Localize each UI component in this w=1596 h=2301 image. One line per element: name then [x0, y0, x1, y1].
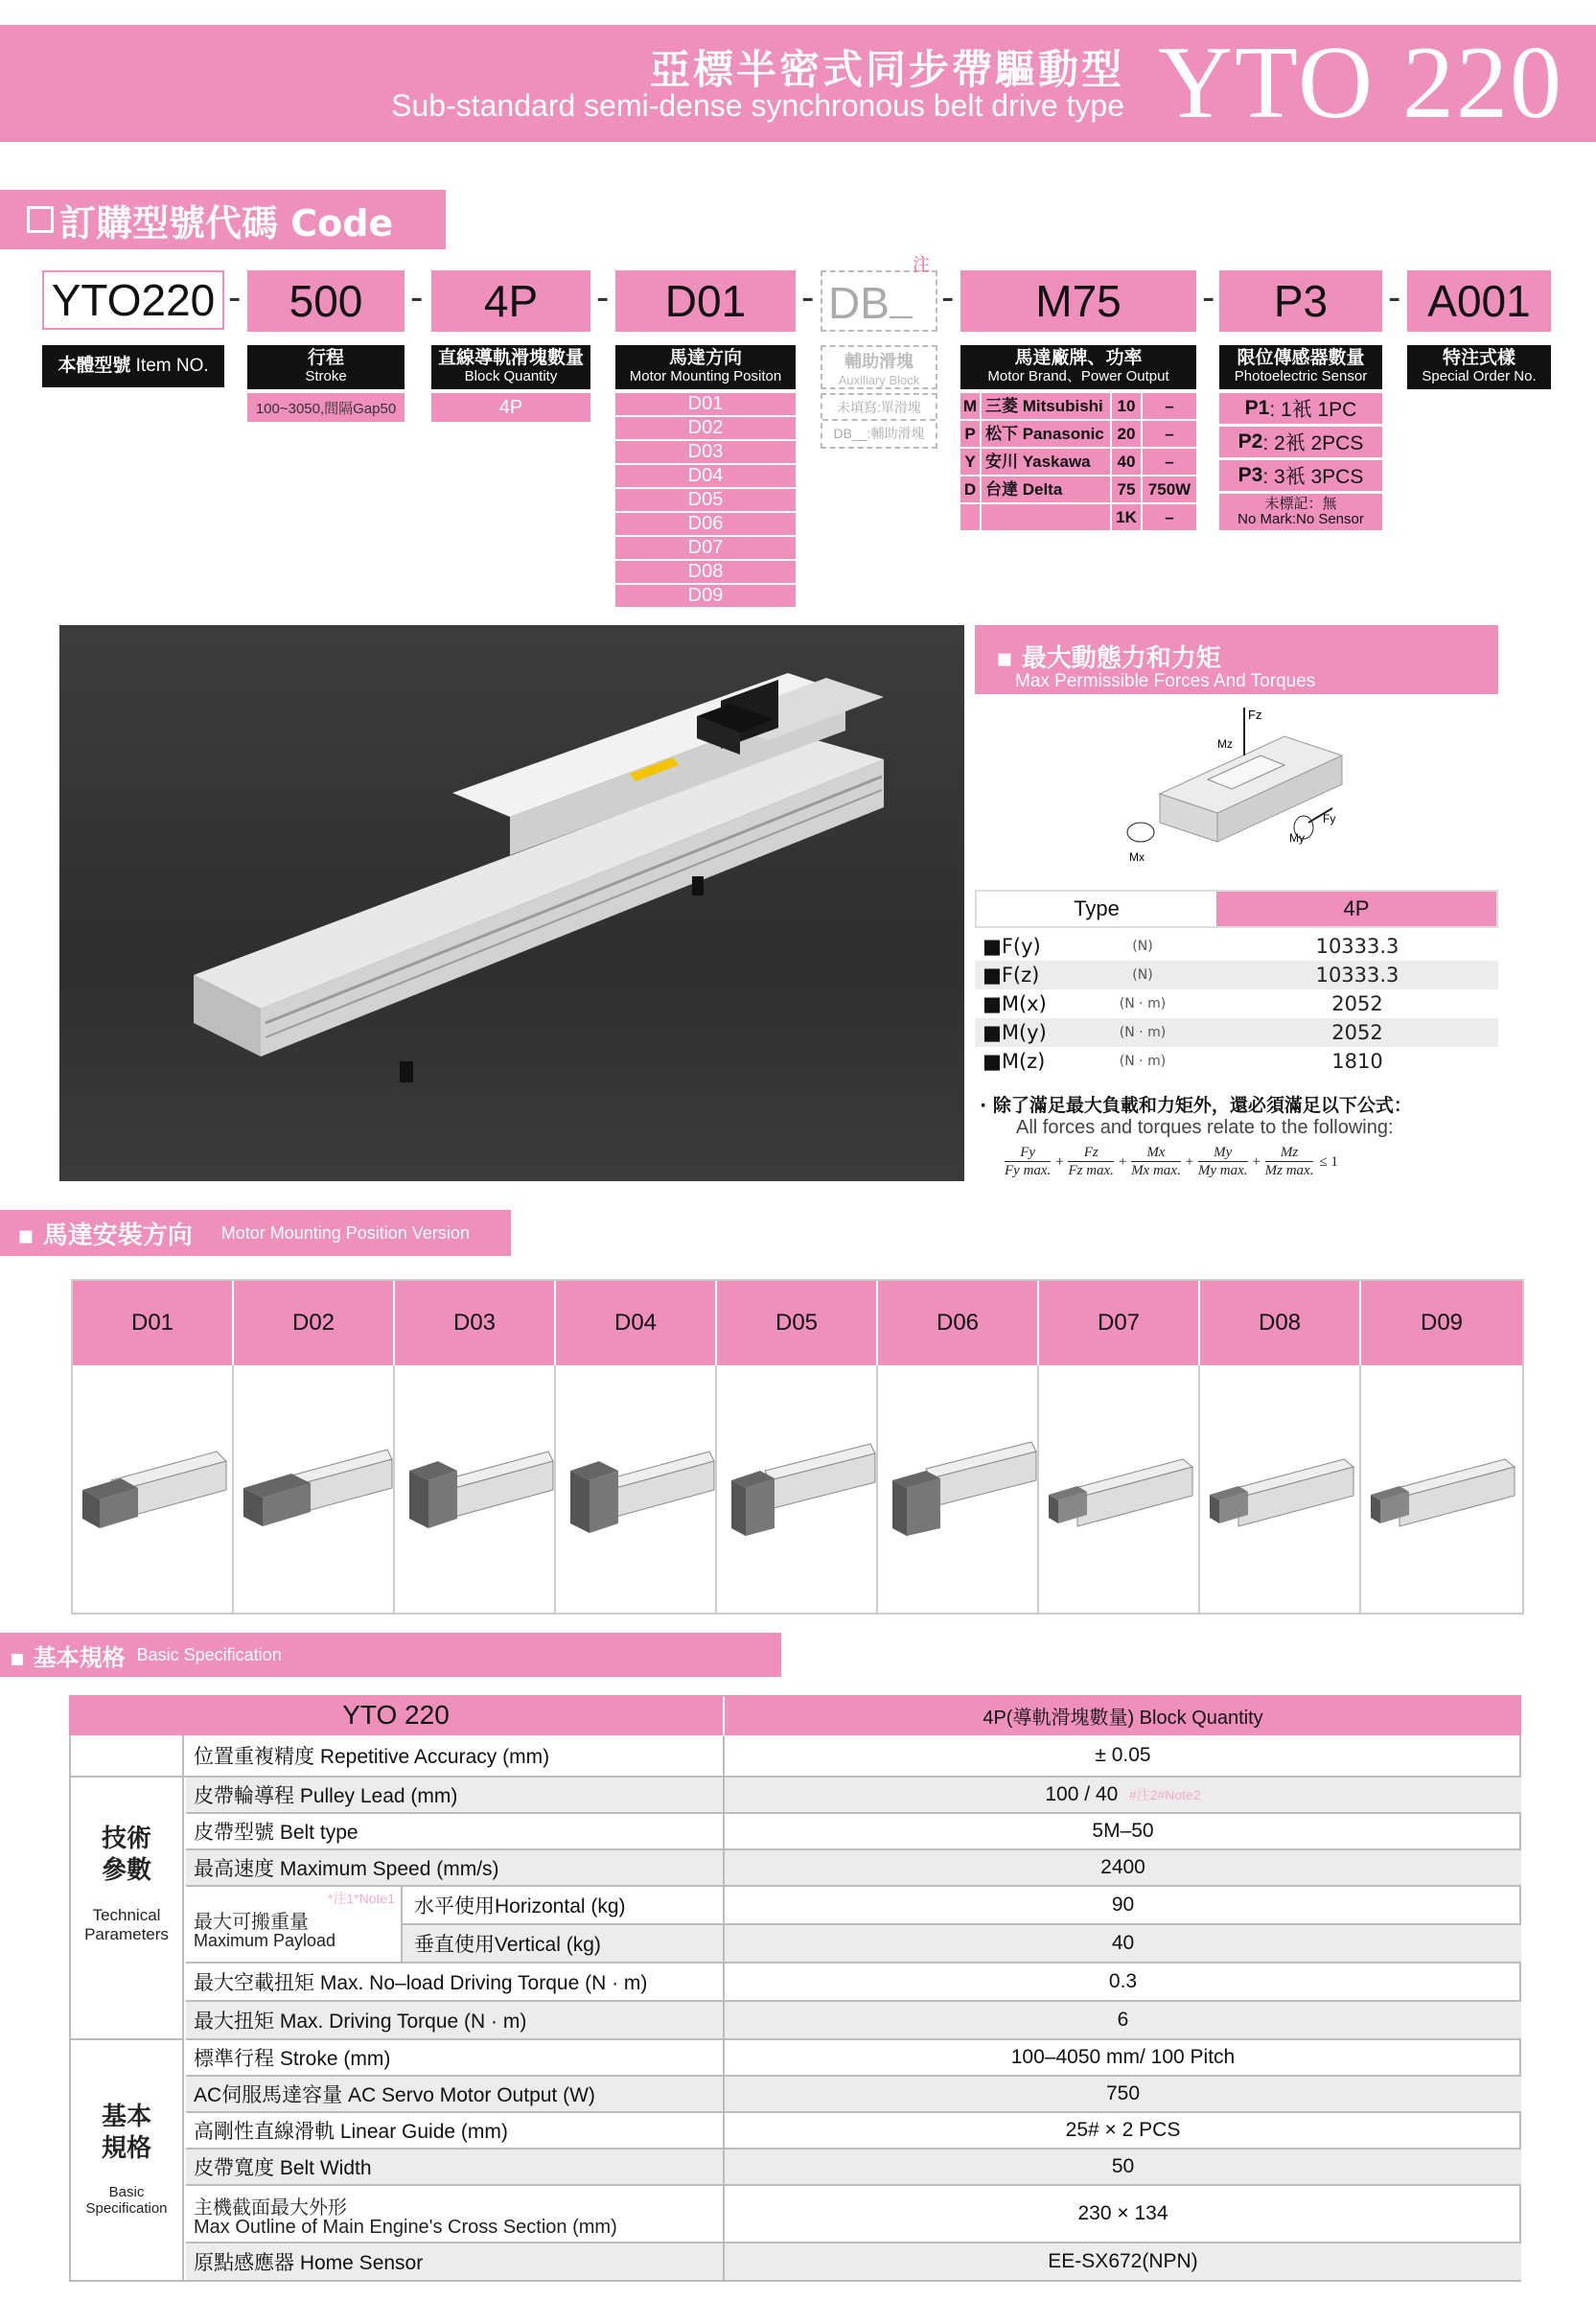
mount-image — [234, 1365, 395, 1613]
spec-group-basic: 基本規格 Basic Specification — [69, 2040, 184, 2282]
motor-dir-option: D08 — [615, 561, 796, 583]
label-special: 特注式樣 Special Order No. — [1407, 345, 1551, 389]
forces-row: ■F(z) (N) 10333.3 — [975, 961, 1498, 989]
mount-label: D04 — [556, 1281, 717, 1365]
forces-note-cn: · 除了滿足最大負載和力矩外，還必須滿足以下公式： — [980, 1095, 1412, 1116]
mount-label: D08 — [1200, 1281, 1361, 1365]
motor-dir-option: D04 — [615, 465, 796, 487]
motor-dir-option: D02 — [615, 417, 796, 439]
forces-table-header: Type 4P — [975, 890, 1498, 928]
svg-text:Mz: Mz — [1217, 737, 1233, 751]
mount-label: D05 — [717, 1281, 878, 1365]
code-part-aux: DB 注 — [821, 270, 937, 332]
header-title-cn: 亞標半密式同步帶驅動型 — [649, 46, 1124, 93]
motor-brand-row: Y 安川 Yaskawa 40 – — [960, 449, 1196, 475]
code-part-motor: M75 — [960, 270, 1196, 332]
svg-text:Mx: Mx — [1129, 850, 1145, 864]
dash-separator: - — [801, 276, 815, 318]
mount-label: D02 — [234, 1281, 395, 1365]
forces-row: ■M(y) (N · m) 2052 — [975, 1018, 1498, 1047]
mount-label: D09 — [1361, 1281, 1522, 1365]
product-photo — [59, 625, 964, 1181]
forces-row: ■M(z) (N · m) 1810 — [983, 1050, 1383, 1073]
motor-dir-option: D07 — [615, 537, 796, 559]
header-title-en: Sub-standard semi-dense synchronous belt drive type — [391, 88, 1124, 123]
label-aux: 輔助滑塊 Auxiliary Block — [821, 345, 937, 389]
sensor-none: 未標記：無 No Mark:No Sensor — [1219, 494, 1382, 530]
motor-brand-row: M 三菱 Mitsubishi 10 – — [960, 393, 1196, 419]
code-part-sensor: P3 — [1219, 270, 1382, 332]
spec-row: AC伺服馬達容量 AC Servo Motor Output (W) 750 — [186, 2077, 1521, 2113]
motor-dir-option: D06 — [615, 513, 796, 535]
spec-header: ▪ 基本規格 Basic Specification — [0, 1633, 781, 1677]
spec-row: 皮帶輪導程 Pulley Lead (mm) 100 / 40 #注2#Note2 — [186, 1778, 1521, 1814]
mount-image — [395, 1365, 556, 1613]
sensor-options — [1219, 393, 1382, 530]
mount-image — [878, 1365, 1039, 1613]
forces-row: ■M(x) (N · m) 2052 — [983, 992, 1383, 1015]
spec-row: 原點感應器 Home Sensor EE-SX672(NPN) — [186, 2243, 1521, 2280]
forces-formula: Fy Fy max. + Fz Fz max. + Mx Mx max. + My My max. + Mz Mz max. ≤ 1 — [1005, 1145, 1338, 1178]
dash-separator: - — [228, 276, 242, 318]
code-part-block: 4P — [431, 270, 590, 332]
sensor-option: P3 : 3衹 3PCS — [1219, 460, 1382, 491]
block-option: 4P — [431, 393, 590, 422]
dash-separator: - — [941, 276, 955, 318]
spec-row: 皮帶寬度 Belt Width 50 — [186, 2150, 1521, 2186]
motor-dir-option: D05 — [615, 489, 796, 511]
label-block: 直線導軌滑塊數量 Block Quantity — [431, 345, 590, 389]
forces-row: ■F(y) (N) 10333.3 — [983, 935, 1399, 958]
linear-module-illustration — [59, 625, 964, 1181]
motor-brand-row: P 松下 Panasonic 20 – — [960, 421, 1196, 447]
aux-options: 未填寫:單滑塊 DB__:輔助滑塊 — [821, 393, 937, 449]
label-motor-dir: 馬達方向 Motor Mounting Positon — [615, 345, 796, 389]
motor-brand-row: 1K – — [960, 504, 1196, 530]
checkbox-square-icon — [27, 206, 54, 233]
spec-head-model: YTO 220 — [69, 1695, 723, 1735]
svg-text:Fz: Fz — [1248, 708, 1262, 722]
svg-text:My: My — [1289, 831, 1305, 845]
code-part-motor-dir: D01 — [615, 270, 796, 332]
spec-group-technical: 技術參數 Technical Parameters — [69, 1735, 184, 2040]
mount-image — [73, 1365, 234, 1613]
label-stroke: 行程 Stroke — [247, 345, 405, 389]
mount-image — [1039, 1365, 1200, 1613]
spec-row: 水平使用Horizontal (kg) 90 — [403, 1887, 1521, 1925]
spec-row: 最大扭矩 Max. Driving Torque (N · m) 6 — [186, 2002, 1521, 2040]
spec-payload-label: 最大可搬重量 Maximum Payload *注1*Note1 — [186, 1887, 403, 1964]
motor-brand-table — [960, 393, 1196, 530]
motor-dir-option: D03 — [615, 441, 796, 463]
mount-image — [556, 1365, 717, 1613]
label-sensor: 限位傳感器數量 Photoelectric Sensor — [1219, 345, 1382, 389]
motor-dir-options — [615, 393, 796, 607]
label-motor: 馬達廠牌、功率 Motor Brand、Power Output — [960, 345, 1196, 389]
spec-row: 位置重複精度 Repetitive Accuracy (mm) ± 0.05 — [69, 1735, 1521, 1778]
spec-row: 皮帶型號 Belt type 5M–50 — [186, 1814, 1521, 1850]
code-part-special: A001 — [1407, 270, 1551, 332]
mount-image — [717, 1365, 878, 1613]
mount-label: D03 — [395, 1281, 556, 1365]
spec-row: 標準行程 Stroke (mm) 100–4050 mm/ 100 Pitch — [186, 2040, 1521, 2077]
svg-text:Fy: Fy — [1323, 812, 1336, 825]
code-section-title: 訂購型號代碼 Code — [0, 190, 446, 249]
mount-label: D07 — [1039, 1281, 1200, 1365]
spec-row: 最大空載扭矩 Max. No–load Driving Torque (N · m) 0.3 — [186, 1964, 1521, 2002]
spec-row: 最高速度 Maximum Speed (mm/s) 2400 — [186, 1850, 1521, 1887]
mount-label: D01 — [73, 1281, 234, 1365]
stroke-range: 100~3050,間隔Gap50 — [247, 393, 405, 422]
sensor-option: P1 : 1衹 1PC — [1219, 393, 1382, 424]
forces-note-en: All forces and torques relate to the following: — [1016, 1117, 1394, 1138]
dash-separator: - — [1388, 276, 1401, 318]
sensor-option: P2 : 2衹 2PCS — [1219, 427, 1382, 457]
dash-separator: - — [1202, 276, 1215, 318]
spec-row: 高剛性直線滑軌 Linear Guide (mm) 25# × 2 PCS — [186, 2113, 1521, 2150]
motor-brand-row: D 台達 Delta 75 750W — [960, 476, 1196, 502]
motor-dir-option: D09 — [615, 585, 796, 607]
spec-row: 垂直使用Vertical (kg) 40 — [403, 1925, 1521, 1964]
mounting-header: ▪ 馬達安裝方向 Motor Mounting Position Version — [0, 1210, 511, 1256]
spec-row: 主機截面最大外形 Max Outline of Main Engine's Cross Section (mm) 230 × 134 — [186, 2186, 1521, 2243]
header-model: YTO 220 — [1158, 26, 1564, 140]
label-item-no: 本體型號 Item NO. — [42, 345, 224, 387]
code-part-stroke: 500 — [247, 270, 405, 332]
forces-axes-icon — [1102, 698, 1371, 871]
motor-dir-option: D01 — [615, 393, 796, 415]
forces-header: ▪ 最大動態力和力矩 Max Permissible Forces And Torques — [975, 625, 1498, 694]
mount-image — [1361, 1365, 1522, 1613]
forces-diagram — [1102, 698, 1371, 871]
code-part-item: YTO220 — [42, 270, 224, 330]
dash-separator: - — [596, 276, 610, 318]
dash-separator: - — [410, 276, 424, 318]
mount-image — [1200, 1365, 1361, 1613]
spec-head-col: 4P(導軌滑塊數量) Block Quantity — [725, 1695, 1521, 1735]
mount-label: D06 — [878, 1281, 1039, 1365]
